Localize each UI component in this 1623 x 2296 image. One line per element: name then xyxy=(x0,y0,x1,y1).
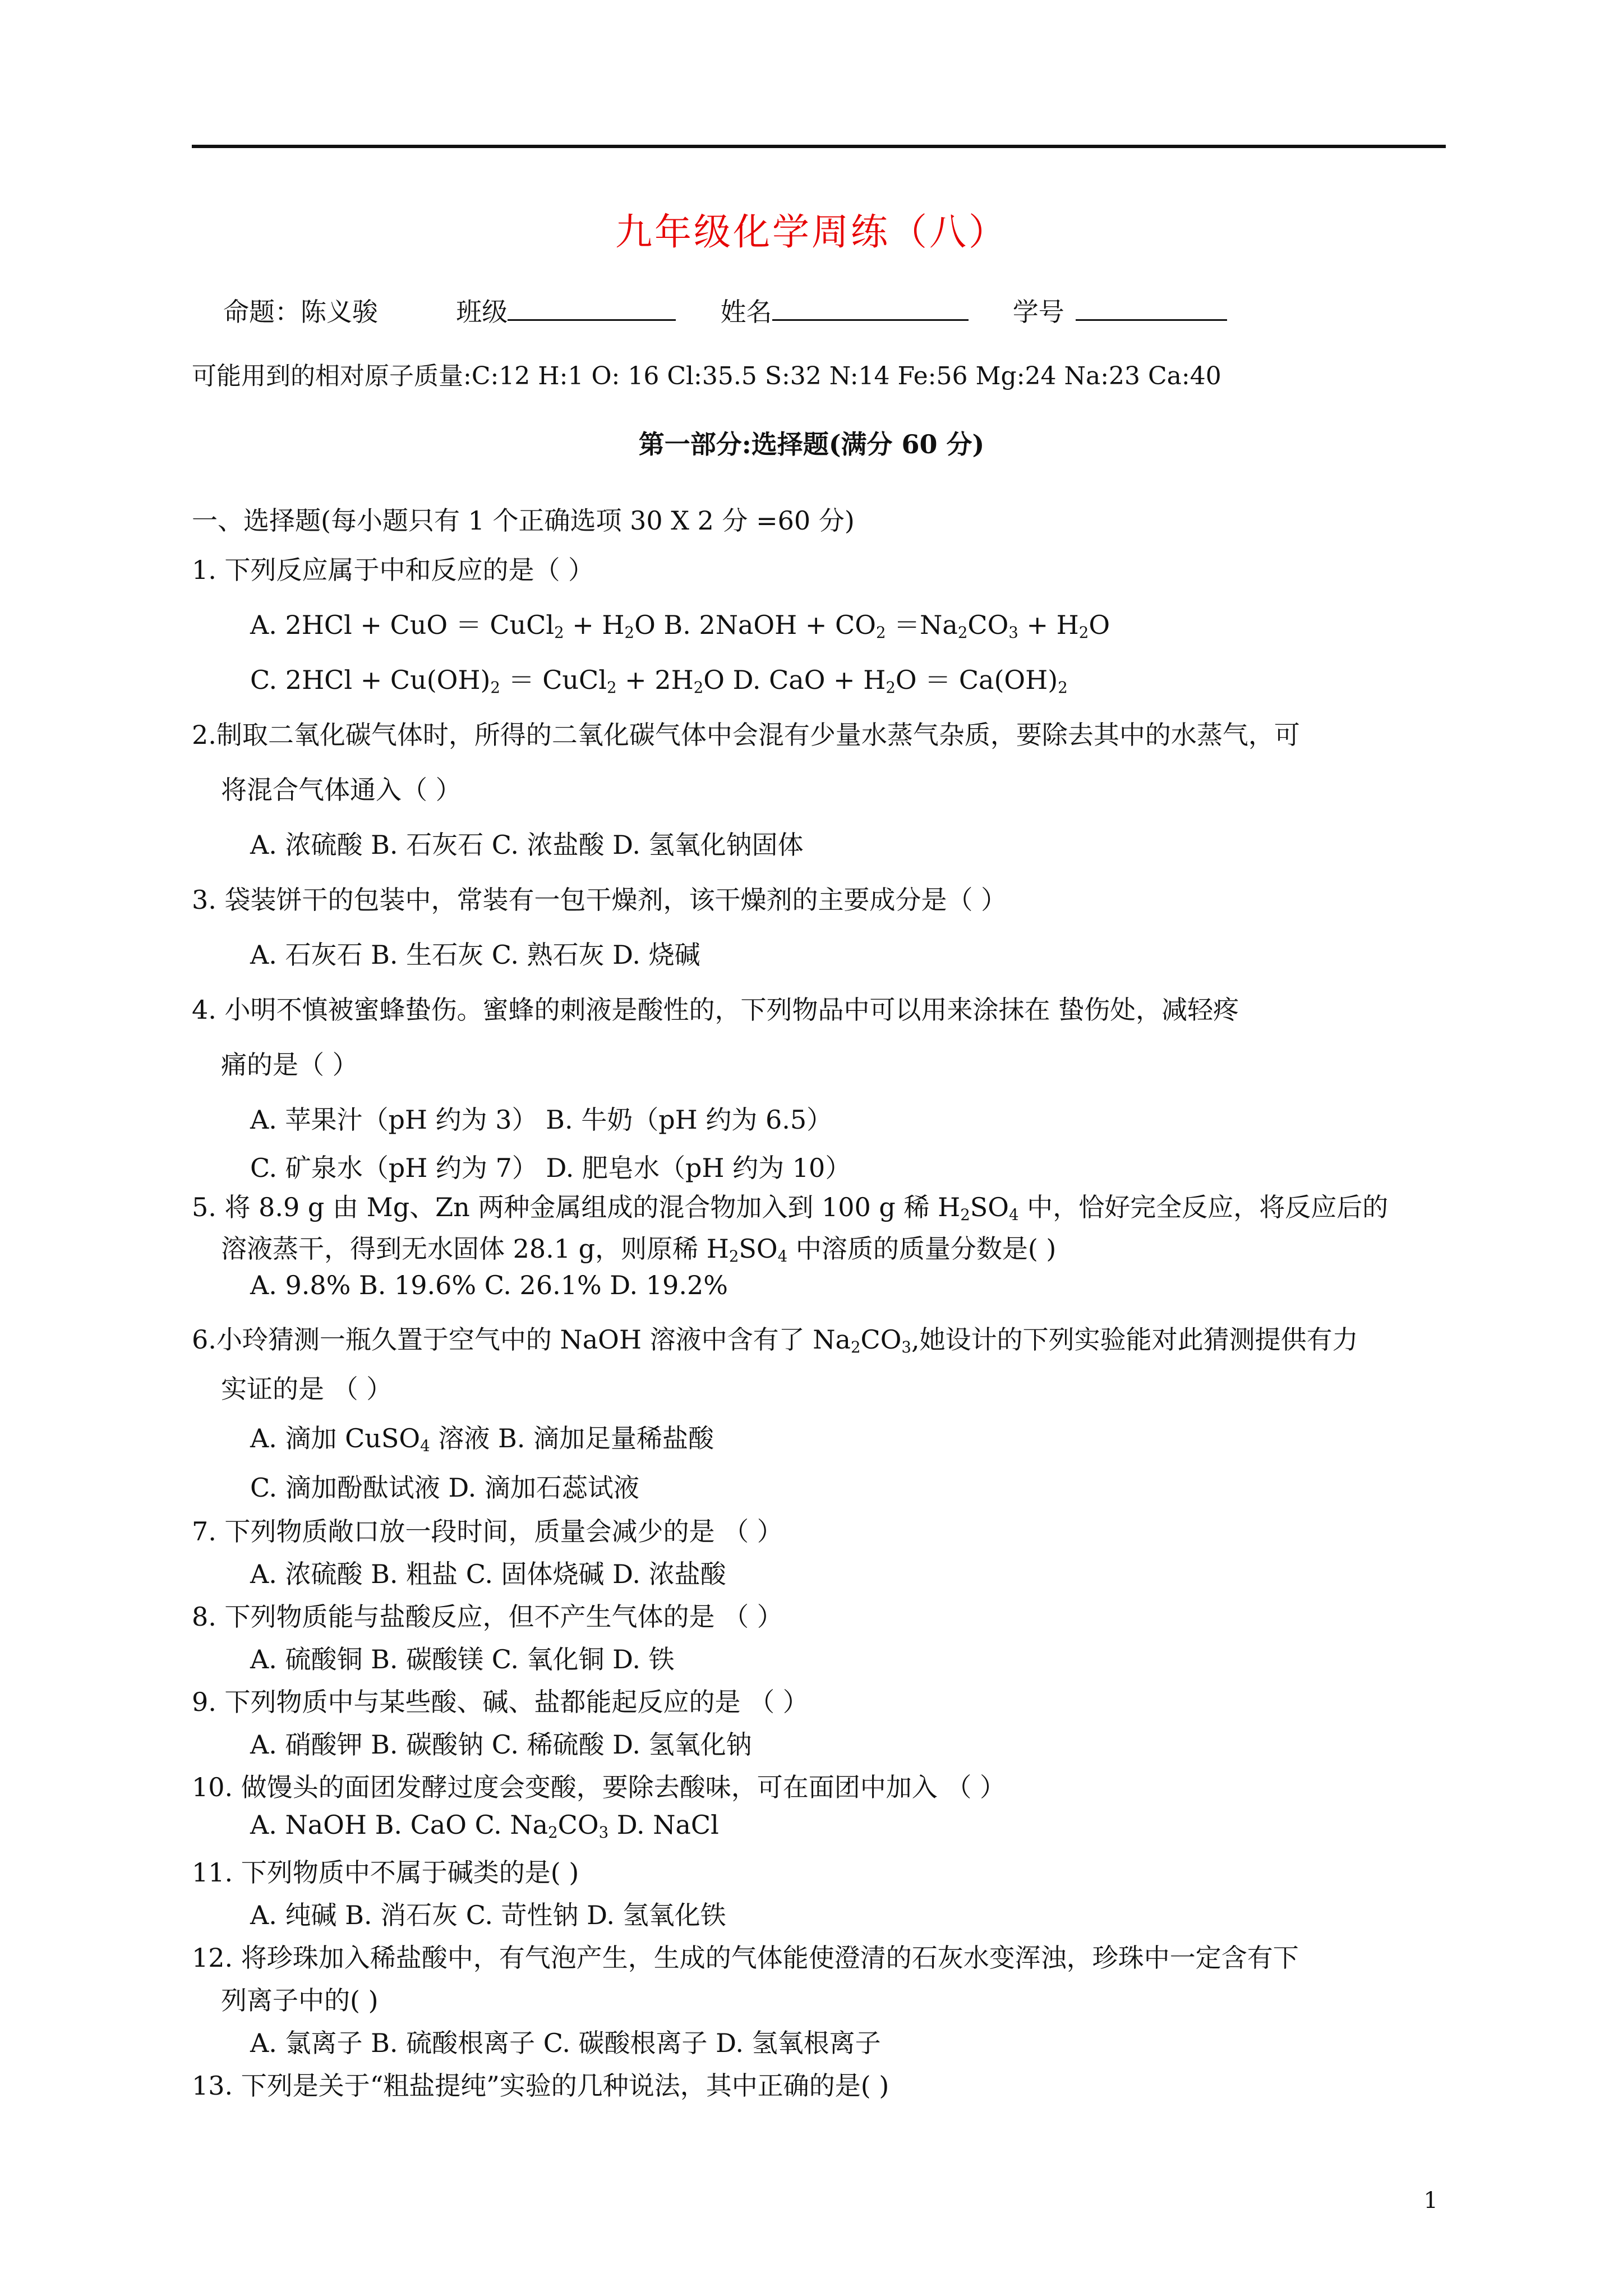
question-line: 溶液蒸干，得到无水固体 28.1 g，则原稀 $H_2SO_4$ 中溶质的质量分数是( ) xyxy=(221,1234,1057,1266)
class-label: 班级 xyxy=(456,297,508,327)
question-line: A. 浓硫酸 B. 粗盐 C. 固体烧碱 D. 浓盐酸 xyxy=(250,1559,726,1589)
number-blank[interactable] xyxy=(1076,293,1227,321)
question-line: 实证的是 （ ） xyxy=(221,1374,393,1404)
class-blank[interactable] xyxy=(508,293,676,321)
question-line: 11. 下列物质中不属于碱类的是( ) xyxy=(192,1857,579,1888)
question-line: 7. 下列物质敞口放一段时间，质量会减少的是 （ ） xyxy=(192,1516,783,1547)
question-line: A. 苹果汁（pH 约为 3） B. 牛奶（pH 约为 6.5） xyxy=(250,1105,833,1135)
question-line: 3. 袋装饼干的包装中，常装有一包干燥剂，该干燥剂的主要成分是（ ） xyxy=(192,885,1007,915)
top-rule xyxy=(192,145,1446,148)
question-line: 痛的是（ ） xyxy=(221,1050,358,1080)
question-line: 5. 将 8.9 g 由 Mg、Zn 两种金属组成的混合物加入到 100 g 稀 $H_2SO_4$ 中，恰好完全反应，将反应后的 xyxy=(192,1192,1389,1224)
question-line: A. 硫酸铜 B. 碳酸镁 C. 氧化铜 D. 铁 xyxy=(250,1644,675,1674)
question-line: 12. 将珍珠加入稀盐酸中，有气泡产生，生成的气体能使澄清的石灰水变浑浊，珍珠中一定含有下 xyxy=(192,1943,1299,1973)
header-fields xyxy=(223,292,1227,329)
question-line: A. NaOH B. CaO C. $Na_2CO_3$ D. NaCl xyxy=(250,1810,719,1842)
question-line: 6.小玲猜测一瓶久置于空气中的 NaOH 溶液中含有了 $Na_2CO_3$,她设计的下列实验能对此猜测提供有力 xyxy=(192,1324,1358,1356)
question-line: A. 硝酸钾 B. 碳酸钠 C. 稀硫酸 D. 氢氧化钠 xyxy=(250,1729,752,1760)
question-line: C. 滴加酚酞试液 D. 滴加石蕊试液 xyxy=(250,1473,639,1503)
question-line: 列离子中的( ) xyxy=(221,1985,379,2016)
question-line: 10. 做馒头的面团发酵过度会变酸，要除去酸味，可在面团中加入 （ ） xyxy=(192,1772,1006,1802)
name-blank[interactable] xyxy=(772,293,969,321)
part-heading: 第一部分:选择题(满分 60 分) xyxy=(638,429,985,459)
question-line: A. 浓硫酸 B. 石灰石 C. 浓盐酸 D. 氢氧化钠固体 xyxy=(250,830,804,860)
question-line: 2.制取二氧化碳气体时，所得的二氧化碳气体中会混有少量水蒸气杂质，要除去其中的水蒸气，可 xyxy=(192,720,1300,750)
number-label: 学号 xyxy=(1012,297,1064,327)
question-line: 13. 下列是关于“粗盐提纯”实验的几种说法，其中正确的是( ) xyxy=(192,2070,889,2101)
question-line: C. $2HCl + Cu(OH)_2$ ＝ CuCl$_2$ + $2H_2O$ D. CaO + $H_2O = Ca(OH)_2$ xyxy=(250,665,1068,697)
question-line: C. 矿泉水（pH 约为 7） D. 肥皂水（pH 约为 10） xyxy=(250,1153,851,1183)
question-line: A. 石灰石 B. 生石灰 C. 熟石灰 D. 烧碱 xyxy=(250,940,700,970)
question-line: 9. 下列物质中与某些酸、碱、盐都能起反应的是 （ ） xyxy=(192,1687,809,1717)
question-line: 1. 下列反应属于中和反应的是（ ） xyxy=(192,555,594,585)
page-number: 1 xyxy=(1423,2188,1438,2214)
document-title: 九年级化学周练（八） xyxy=(615,210,1008,254)
question-line: A. 滴加 CuSO$_4$ 溶液 B. 滴加足量稀盐酸 xyxy=(250,1423,714,1455)
question-line: A. 9.8% B. 19.6% C. 26.1% D. 19.2% xyxy=(250,1270,728,1300)
question-line: 4. 小明不慎被蜜蜂蛰伤。蜜蜂的刺液是酸性的，下列物品中可以用来涂抹在 蛰伤处，减轻疼 xyxy=(192,995,1239,1025)
question-line: A. 2HCl + CuO ＝ CuCl$_2$ + $H_2O$ B. 2NaOH + $CO_2 =Na_2CO_3 + H_2O$ xyxy=(250,610,1110,642)
question-line: 将混合气体通入（ ） xyxy=(221,775,462,805)
author-label: 命题：陈义骏 xyxy=(223,297,378,327)
atomic-masses: 可能用到的相对原子质量:C:12 H:1 O: 16 Cl:35.5 S:32 N:14 Fe:56 Mg:24 Na:23 Ca:40 xyxy=(192,362,1221,390)
question-line: A. 纯碱 B. 消石灰 C. 苛性钠 D. 氢氧化铁 xyxy=(250,1900,726,1930)
section-heading: 一、选择题(每小题只有 1 个正确选项 30 X 2 分 =60 分) xyxy=(192,505,855,536)
question-line: 8. 下列物质能与盐酸反应，但不产生气体的是 （ ） xyxy=(192,1602,783,1632)
question-line: A. 氯离子 B. 硫酸根离子 C. 碳酸根离子 D. 氢氧根离子 xyxy=(250,2028,881,2058)
name-label: 姓名 xyxy=(720,297,772,327)
